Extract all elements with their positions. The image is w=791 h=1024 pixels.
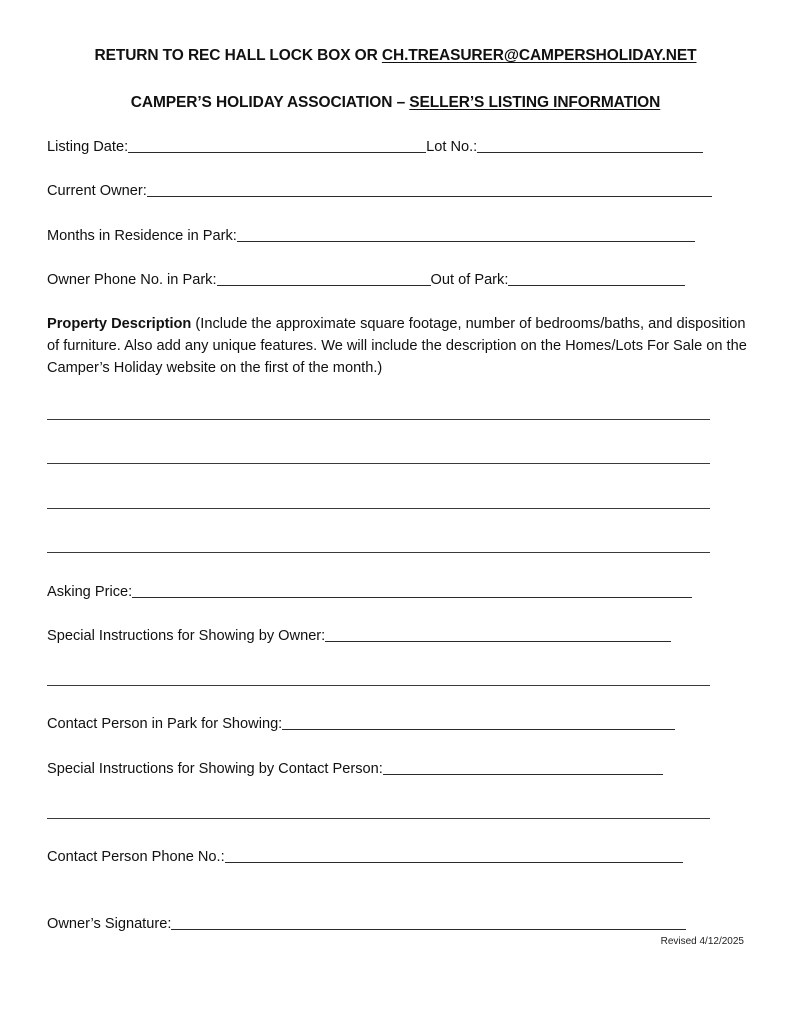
special-instructions-owner-label: Special Instructions for Showing by Owner: [47,628,326,644]
special-instructions-owner-line-2[interactable] [47,685,710,686]
description-line-3[interactable] [47,508,710,509]
special-instructions-owner-row [47,626,671,644]
lot-no-field[interactable] [477,152,703,153]
special-instructions-contact-label: Special Instructions for Showing by Contact Person: [47,761,383,777]
months-residence-row [47,226,695,244]
form-title-text: SELLER’S LISTING INFORMATION [409,94,661,111]
contact-person-field[interactable] [282,729,675,730]
owner-signature-row [47,914,686,932]
treasurer-email-link[interactable]: CH.TREASURER@CAMPERSHOLIDAY.NET [381,47,697,64]
description-line-1[interactable] [47,419,710,420]
property-description-text: (Include the approximate square footage, number of bedrooms/baths, and disposition of furniture. Also add any unique features. We will include the description on the Homes/Lots For Sale on the Camper’s Holiday website on the first of the month.) [47,316,747,376]
lot-no-label: Lot No.: [426,139,478,155]
owner-phone-row [47,270,685,288]
contact-phone-label: Contact Person Phone No.: [47,849,225,865]
property-description-instructions [47,313,757,379]
asking-price-field[interactable] [132,597,692,598]
owner-phone-label: Owner Phone No. in Park: [47,272,217,288]
owner-signature-label: Owner’s Signature: [47,916,172,932]
description-line-2[interactable] [47,463,710,464]
contact-phone-row [47,847,683,865]
special-instructions-owner-field[interactable] [325,641,671,642]
return-instructions-text: RETURN TO REC HALL LOCK BOX OR [94,47,382,64]
revision-date: Revised 4/12/2025 [660,936,744,947]
listing-date-row [47,137,703,155]
contact-phone-field[interactable] [225,862,683,863]
association-name: CAMPER’S HOLIDAY ASSOCIATION – [130,94,410,111]
current-owner-field[interactable] [147,196,712,197]
out-of-park-phone-field[interactable] [508,285,685,286]
return-instructions [0,47,791,65]
owner-signature-field[interactable] [171,929,686,930]
special-instructions-contact-row [47,759,663,777]
months-residence-field[interactable] [237,241,695,242]
contact-person-label: Contact Person in Park for Showing: [47,716,283,732]
description-line-4[interactable] [47,552,710,553]
months-residence-label: Months in Residence in Park: [47,228,237,244]
form-title [0,94,791,112]
contact-person-row [47,714,675,732]
asking-price-row [47,582,692,600]
special-instructions-contact-line-2[interactable] [47,818,710,819]
property-description-label: Property Description [47,316,192,332]
listing-date-label: Listing Date: [47,139,129,155]
special-instructions-contact-field[interactable] [383,774,663,775]
owner-phone-field[interactable] [217,285,431,286]
current-owner-row [47,181,712,199]
out-of-park-label: Out of Park: [430,272,509,288]
asking-price-label: Asking Price: [47,584,133,600]
current-owner-label: Current Owner: [47,183,147,199]
listing-date-field[interactable] [128,152,426,153]
